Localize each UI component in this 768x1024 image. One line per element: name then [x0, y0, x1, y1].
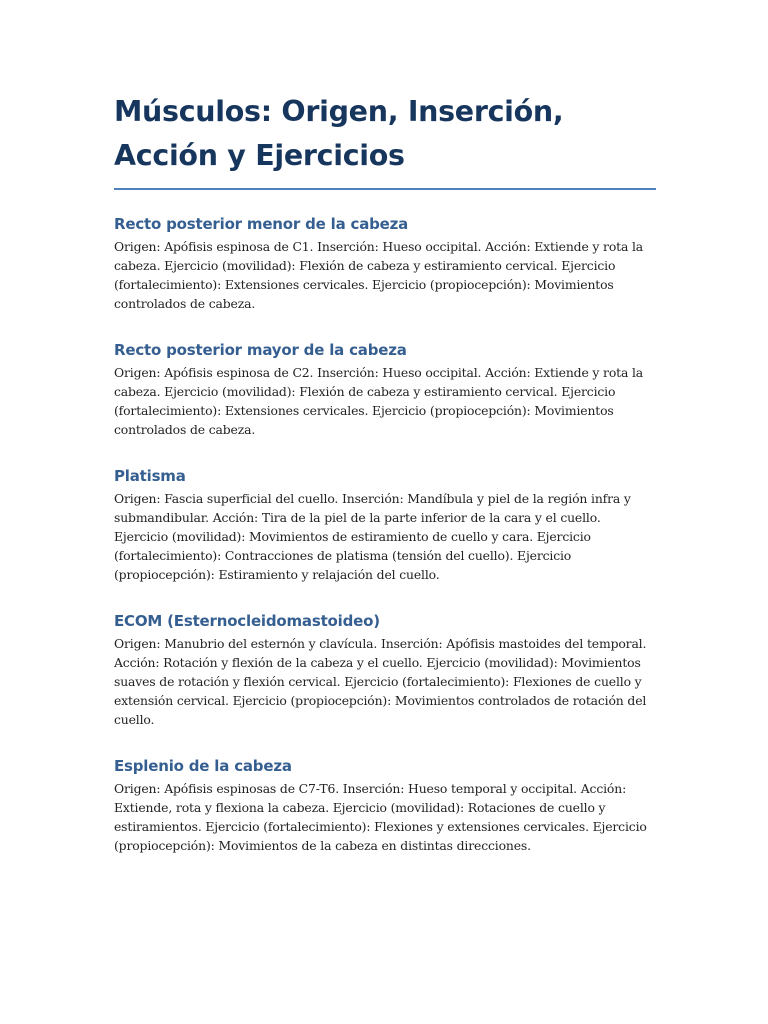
- section-heading: Platisma: [114, 467, 186, 485]
- section-body: Origen: Fascia superficial del cuello. Inserción: Mandíbula y piel de la región infra y submandibular. Acción: Tira de la piel de la parte inferior de la cara y el cuello. Ejercicio (movilidad): Movimientos de estiramiento de cuello y cara. Ejercicio (fortalecimiento): Contracciones de platisma (tensión del cuello). Ejercicio (propiocepción): Estiramiento y relajación del cuello.: [114, 491, 631, 582]
- section-recto-posterior-mayor: [114, 339, 656, 439]
- section-body: Origen: Manubrio del esternón y clavícula. Inserción: Apófisis mastoides del temporal. Acción: Rotación y flexión de la cabeza y el cuello. Ejercicio (movilidad): Movimientos suaves de rotación y flexión cervical. Ejercicio (fortalecimiento): Flexiones de cuello y extensión cervical. Ejercicio (propiocepción): Movimientos controlados de rotación del cuello.: [114, 636, 647, 727]
- section-body: Origen: Apófisis espinosa de C2. Inserción: Hueso occipital. Acción: Extiende y rota la cabeza. Ejercicio (movilidad): Flexión de cabeza y estiramiento cervical. Ejercicio (fortalecimiento): Extensiones cervicales. Ejercicio (propiocepción): Movimientos controlados de cabeza.: [114, 365, 644, 437]
- section-heading: Esplenio de la cabeza: [114, 757, 292, 775]
- document-page: [114, 90, 656, 855]
- section-heading: ECOM (Esternocleidomastoideo): [114, 612, 380, 630]
- title-underline: [114, 188, 656, 190]
- document-title: Músculos: Origen, Inserción, Acción y Ejercicios: [114, 95, 564, 172]
- section-body: Origen: Apófisis espinosas de C7-T6. Inserción: Hueso temporal y occipital. Acción: Extiende, rota y flexiona la cabeza. Ejercicio (movilidad): Rotaciones de cuello y estiramientos. Ejercicio (fortalecimiento): Flexiones y extensiones cervicales. Ejercicio (propiocepción): Movimientos de la cabeza en distintas direcciones.: [114, 781, 647, 853]
- section-heading: Recto posterior menor de la cabeza: [114, 215, 409, 233]
- section-platisma: [114, 465, 656, 584]
- section-esplenio-cabeza: [114, 755, 656, 855]
- section-heading: Recto posterior mayor de la cabeza: [114, 341, 407, 359]
- section-ecom: [114, 610, 656, 729]
- section-recto-posterior-menor: [114, 213, 656, 313]
- section-body: Origen: Apófisis espinosa de C1. Inserción: Hueso occipital. Acción: Extiende y rota la cabeza. Ejercicio (movilidad): Flexión de cabeza y estiramiento cervical. Ejercicio (fortalecimiento): Extensiones cervicales. Ejercicio (propiocepción): Movimientos controlados de cabeza.: [114, 239, 644, 311]
